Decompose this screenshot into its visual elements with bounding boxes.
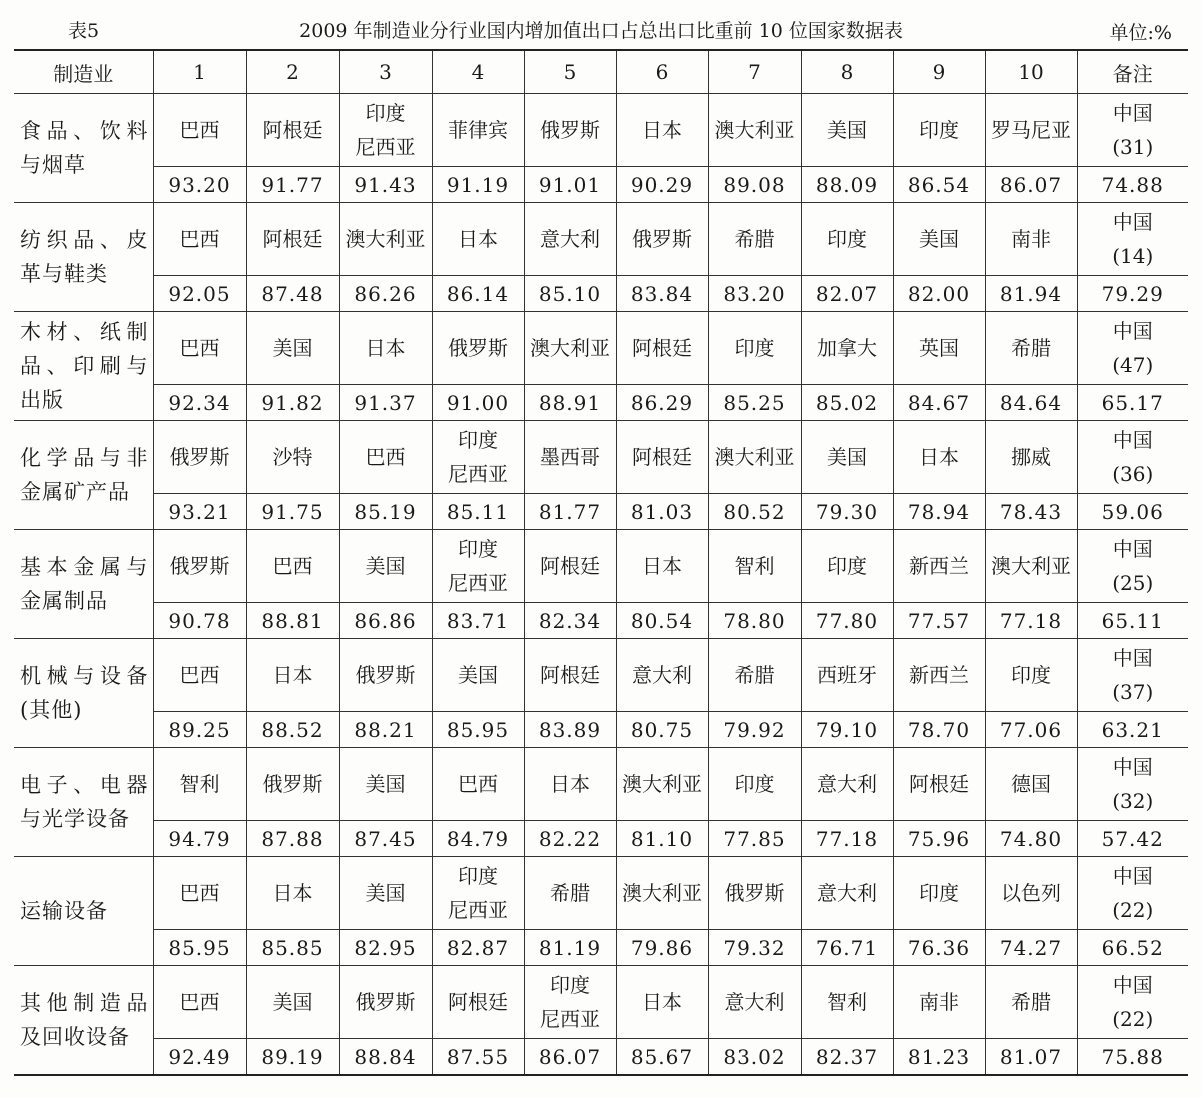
country-cell: 智利: [708, 530, 801, 603]
value-cell: 77.57: [893, 603, 985, 639]
country-cell: 美国: [246, 966, 339, 1039]
country-cell: 希腊: [524, 857, 616, 930]
country-cell: 俄罗斯: [524, 94, 616, 167]
value-row: [14, 603, 1188, 639]
country-cell: 日本: [339, 312, 432, 385]
country-cell: 意大利: [801, 857, 893, 930]
value-cell: 85.25: [708, 385, 801, 421]
country-cell: 印度: [801, 530, 893, 603]
value-cell: 81.19: [524, 930, 616, 966]
country-cell: 印度 尼西亚: [432, 857, 524, 930]
country-cell: 美国: [339, 857, 432, 930]
header-category: 制造业: [14, 50, 153, 94]
country-row: [14, 421, 1188, 494]
country-cell: 沙特: [246, 421, 339, 494]
country-cell: 美国: [339, 748, 432, 821]
country-cell: 俄罗斯: [708, 857, 801, 930]
value-cell: 80.52: [708, 494, 801, 530]
value-cell: 78.80: [708, 603, 801, 639]
note-value-cell: 79.29: [1077, 276, 1188, 312]
value-cell: 80.54: [616, 603, 708, 639]
value-cell: 85.11: [432, 494, 524, 530]
header-rank: 3: [339, 50, 432, 94]
country-cell: 巴西: [153, 639, 246, 712]
country-cell: 印度: [985, 639, 1077, 712]
country-cell: 澳大利亚: [708, 94, 801, 167]
country-cell: 巴西: [153, 857, 246, 930]
country-cell: 阿根廷: [432, 966, 524, 1039]
value-row: [14, 167, 1188, 203]
country-row: [14, 203, 1188, 276]
data-table: [14, 49, 1188, 1076]
country-cell: 俄罗斯: [616, 203, 708, 276]
country-cell: 美国: [893, 203, 985, 276]
value-cell: 91.19: [432, 167, 524, 203]
value-cell: 74.27: [985, 930, 1077, 966]
country-cell: 印度: [708, 312, 801, 385]
country-cell: 阿根廷: [524, 639, 616, 712]
value-cell: 86.14: [432, 276, 524, 312]
value-cell: 75.96: [893, 821, 985, 857]
category-cell: 基本金属与金属制品: [14, 530, 153, 639]
note-cell: 中国 (47): [1077, 312, 1188, 385]
value-cell: 89.08: [708, 167, 801, 203]
value-cell: 78.43: [985, 494, 1077, 530]
country-cell: 印度: [893, 857, 985, 930]
value-row: [14, 276, 1188, 312]
country-cell: 日本: [616, 530, 708, 603]
value-cell: 81.10: [616, 821, 708, 857]
value-cell: 85.85: [246, 930, 339, 966]
note-cell: 中国 (25): [1077, 530, 1188, 603]
header-rank: 7: [708, 50, 801, 94]
value-row: [14, 821, 1188, 857]
value-row: [14, 385, 1188, 421]
value-row: [14, 494, 1188, 530]
country-cell: 意大利: [801, 748, 893, 821]
value-cell: 91.82: [246, 385, 339, 421]
value-cell: 91.01: [524, 167, 616, 203]
note-cell: 中国 (37): [1077, 639, 1188, 712]
country-cell: 澳大利亚: [524, 312, 616, 385]
country-cell: 美国: [432, 639, 524, 712]
value-cell: 81.03: [616, 494, 708, 530]
category-cell: 机械与设备(其他): [14, 639, 153, 748]
country-cell: 挪威: [985, 421, 1077, 494]
value-cell: 89.25: [153, 712, 246, 748]
note-cell: 中国 (31): [1077, 94, 1188, 167]
country-cell: 加拿大: [801, 312, 893, 385]
country-cell: 日本: [524, 748, 616, 821]
country-cell: 阿根廷: [616, 421, 708, 494]
value-cell: 79.10: [801, 712, 893, 748]
country-cell: 智利: [801, 966, 893, 1039]
value-cell: 86.86: [339, 603, 432, 639]
country-cell: 巴西: [432, 748, 524, 821]
header-rank: 2: [246, 50, 339, 94]
note-value-cell: 63.21: [1077, 712, 1188, 748]
value-cell: 86.26: [339, 276, 432, 312]
country-cell: 新西兰: [893, 639, 985, 712]
value-cell: 81.77: [524, 494, 616, 530]
value-cell: 85.95: [432, 712, 524, 748]
value-cell: 87.55: [432, 1039, 524, 1076]
value-row: [14, 930, 1188, 966]
country-cell: 罗马尼亚: [985, 94, 1077, 167]
value-cell: 81.07: [985, 1039, 1077, 1076]
note-cell: 中国 (22): [1077, 966, 1188, 1039]
country-cell: 南非: [893, 966, 985, 1039]
country-cell: 印度: [801, 203, 893, 276]
value-cell: 87.48: [246, 276, 339, 312]
country-cell: 阿根廷: [524, 530, 616, 603]
header-rank: 8: [801, 50, 893, 94]
country-cell: 希腊: [708, 203, 801, 276]
value-cell: 92.49: [153, 1039, 246, 1076]
value-cell: 77.18: [801, 821, 893, 857]
header-row: [14, 50, 1188, 94]
value-cell: 82.22: [524, 821, 616, 857]
table-label: 表5: [68, 20, 100, 42]
value-cell: 91.43: [339, 167, 432, 203]
country-cell: 美国: [339, 530, 432, 603]
value-cell: 91.37: [339, 385, 432, 421]
country-cell: 俄罗斯: [339, 639, 432, 712]
category-cell: 运输设备: [14, 857, 153, 966]
note-value-cell: 66.52: [1077, 930, 1188, 966]
value-cell: 90.78: [153, 603, 246, 639]
value-cell: 81.23: [893, 1039, 985, 1076]
value-cell: 86.07: [985, 167, 1077, 203]
value-cell: 82.07: [801, 276, 893, 312]
country-cell: 澳大利亚: [985, 530, 1077, 603]
value-cell: 82.34: [524, 603, 616, 639]
value-cell: 74.80: [985, 821, 1077, 857]
country-cell: 墨西哥: [524, 421, 616, 494]
note-cell: 中国 (36): [1077, 421, 1188, 494]
country-cell: 巴西: [153, 966, 246, 1039]
value-cell: 92.05: [153, 276, 246, 312]
table-body: [14, 94, 1188, 1076]
value-cell: 85.10: [524, 276, 616, 312]
header-note: 备注: [1077, 50, 1188, 94]
header-rank: 6: [616, 50, 708, 94]
country-cell: 美国: [246, 312, 339, 385]
country-cell: 菲律宾: [432, 94, 524, 167]
country-row: [14, 530, 1188, 603]
country-cell: 新西兰: [893, 530, 985, 603]
note-value-cell: 59.06: [1077, 494, 1188, 530]
country-cell: 印度 尼西亚: [432, 421, 524, 494]
value-cell: 83.02: [708, 1039, 801, 1076]
country-cell: 俄罗斯: [153, 421, 246, 494]
country-cell: 希腊: [708, 639, 801, 712]
note-value-cell: 74.88: [1077, 167, 1188, 203]
country-row: [14, 966, 1188, 1039]
country-cell: 英国: [893, 312, 985, 385]
category-cell: 电子、电器与光学设备: [14, 748, 153, 857]
value-cell: 82.37: [801, 1039, 893, 1076]
note-cell: 中国 (14): [1077, 203, 1188, 276]
value-cell: 84.64: [985, 385, 1077, 421]
country-row: [14, 94, 1188, 167]
value-cell: 88.09: [801, 167, 893, 203]
value-cell: 83.71: [432, 603, 524, 639]
value-cell: 77.18: [985, 603, 1077, 639]
value-cell: 77.85: [708, 821, 801, 857]
value-cell: 77.80: [801, 603, 893, 639]
country-cell: 澳大利亚: [708, 421, 801, 494]
value-cell: 86.07: [524, 1039, 616, 1076]
header-rank: 4: [432, 50, 524, 94]
value-cell: 78.70: [893, 712, 985, 748]
country-cell: 以色列: [985, 857, 1077, 930]
note-cell: 中国 (32): [1077, 748, 1188, 821]
country-cell: 日本: [432, 203, 524, 276]
category-cell: 纺织品、皮革与鞋类: [14, 203, 153, 312]
value-cell: 79.32: [708, 930, 801, 966]
value-cell: 84.79: [432, 821, 524, 857]
country-row: [14, 857, 1188, 930]
note-value-cell: 65.17: [1077, 385, 1188, 421]
country-cell: 希腊: [985, 966, 1077, 1039]
value-cell: 88.84: [339, 1039, 432, 1076]
country-cell: 澳大利亚: [616, 748, 708, 821]
country-cell: 阿根廷: [893, 748, 985, 821]
value-cell: 88.21: [339, 712, 432, 748]
value-cell: 85.02: [801, 385, 893, 421]
table-title: 2009 年制造业分行业国内增加值出口占总出口比重前 10 位国家数据表: [299, 20, 903, 42]
country-cell: 印度 尼西亚: [432, 530, 524, 603]
category-cell: 木材、纸制品、印刷与出版: [14, 312, 153, 421]
category-cell: 食品、饮料与烟草: [14, 94, 153, 203]
value-cell: 88.52: [246, 712, 339, 748]
header-rank: 10: [985, 50, 1077, 94]
country-row: [14, 748, 1188, 821]
country-cell: 澳大利亚: [339, 203, 432, 276]
value-row: [14, 712, 1188, 748]
value-cell: 82.95: [339, 930, 432, 966]
country-cell: 日本: [246, 639, 339, 712]
country-cell: 澳大利亚: [616, 857, 708, 930]
header-rank: 5: [524, 50, 616, 94]
country-cell: 意大利: [708, 966, 801, 1039]
value-cell: 82.87: [432, 930, 524, 966]
value-cell: 83.20: [708, 276, 801, 312]
value-cell: 83.89: [524, 712, 616, 748]
value-cell: 87.45: [339, 821, 432, 857]
country-cell: 西班牙: [801, 639, 893, 712]
country-cell: 日本: [616, 966, 708, 1039]
value-cell: 79.30: [801, 494, 893, 530]
country-cell: 日本: [246, 857, 339, 930]
country-cell: 美国: [801, 94, 893, 167]
unit-label: 单位:%: [1109, 22, 1172, 44]
note-value-cell: 75.88: [1077, 1039, 1188, 1076]
category-cell: 化学品与非金属矿产品: [14, 421, 153, 530]
value-cell: 83.84: [616, 276, 708, 312]
country-cell: 巴西: [153, 312, 246, 385]
country-cell: 意大利: [616, 639, 708, 712]
country-cell: 印度: [893, 94, 985, 167]
value-cell: 79.92: [708, 712, 801, 748]
country-cell: 印度 尼西亚: [524, 966, 616, 1039]
value-cell: 82.00: [893, 276, 985, 312]
country-cell: 阿根廷: [616, 312, 708, 385]
note-value-cell: 57.42: [1077, 821, 1188, 857]
value-row: [14, 1039, 1188, 1076]
value-cell: 91.00: [432, 385, 524, 421]
value-cell: 86.29: [616, 385, 708, 421]
value-cell: 86.54: [893, 167, 985, 203]
value-cell: 80.75: [616, 712, 708, 748]
country-cell: 巴西: [153, 203, 246, 276]
value-cell: 92.34: [153, 385, 246, 421]
value-cell: 87.88: [246, 821, 339, 857]
country-cell: 阿根廷: [246, 203, 339, 276]
value-cell: 85.95: [153, 930, 246, 966]
country-cell: 俄罗斯: [153, 530, 246, 603]
value-cell: 91.77: [246, 167, 339, 203]
country-cell: 智利: [153, 748, 246, 821]
header-rank: 9: [893, 50, 985, 94]
country-cell: 德国: [985, 748, 1077, 821]
country-cell: 巴西: [246, 530, 339, 603]
value-cell: 77.06: [985, 712, 1077, 748]
country-cell: 南非: [985, 203, 1077, 276]
value-cell: 85.19: [339, 494, 432, 530]
value-cell: 76.71: [801, 930, 893, 966]
country-cell: 俄罗斯: [339, 966, 432, 1039]
country-cell: 阿根廷: [246, 94, 339, 167]
header-rank: 1: [153, 50, 246, 94]
country-cell: 俄罗斯: [246, 748, 339, 821]
country-cell: 印度 尼西亚: [339, 94, 432, 167]
country-row: [14, 312, 1188, 385]
value-cell: 88.81: [246, 603, 339, 639]
value-cell: 88.91: [524, 385, 616, 421]
note-value-cell: 65.11: [1077, 603, 1188, 639]
country-cell: 印度: [708, 748, 801, 821]
country-cell: 日本: [616, 94, 708, 167]
country-cell: 美国: [801, 421, 893, 494]
country-cell: 日本: [893, 421, 985, 494]
value-cell: 94.79: [153, 821, 246, 857]
note-cell: 中国 (22): [1077, 857, 1188, 930]
country-row: [14, 639, 1188, 712]
table-caption: [14, 10, 1188, 46]
country-cell: 意大利: [524, 203, 616, 276]
country-cell: 巴西: [339, 421, 432, 494]
value-cell: 79.86: [616, 930, 708, 966]
country-cell: 俄罗斯: [432, 312, 524, 385]
value-cell: 93.20: [153, 167, 246, 203]
value-cell: 91.75: [246, 494, 339, 530]
value-cell: 81.94: [985, 276, 1077, 312]
value-cell: 76.36: [893, 930, 985, 966]
category-cell: 其他制造品及回收设备: [14, 966, 153, 1076]
value-cell: 89.19: [246, 1039, 339, 1076]
value-cell: 84.67: [893, 385, 985, 421]
country-cell: 巴西: [153, 94, 246, 167]
country-cell: 希腊: [985, 312, 1077, 385]
value-cell: 90.29: [616, 167, 708, 203]
value-cell: 85.67: [616, 1039, 708, 1076]
value-cell: 93.21: [153, 494, 246, 530]
value-cell: 78.94: [893, 494, 985, 530]
